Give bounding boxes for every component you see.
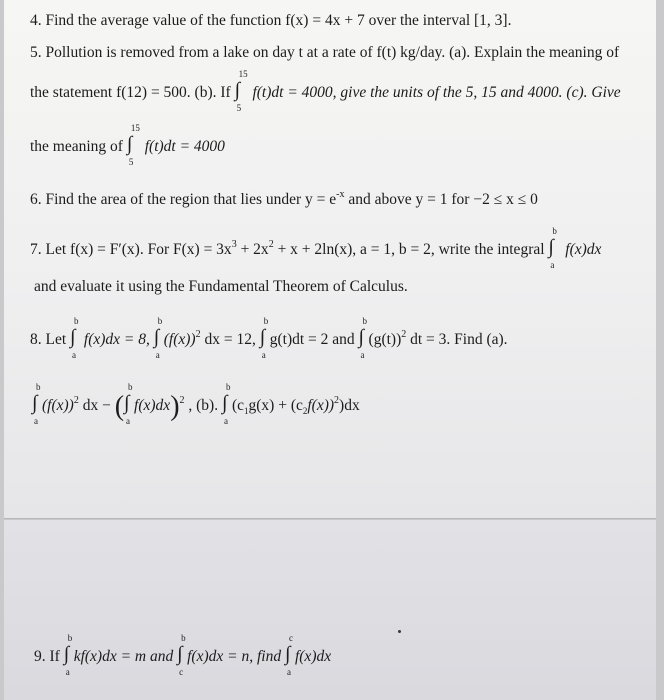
integral-upper-limit: b	[36, 382, 41, 393]
integral-lower-limit: a	[550, 260, 555, 271]
integral-sign: ∫ 15 5	[234, 69, 248, 114]
exponent: 2	[195, 329, 201, 340]
integral-body: f(x)dx	[294, 648, 332, 665]
problem-5-text-3: the meaning of	[30, 138, 123, 155]
part-a-inner: f(x)dx	[134, 397, 171, 414]
problem-5-line-1	[30, 44, 619, 62]
integral-sign: ∫ b a	[70, 316, 79, 361]
problem-8-let: 8. Let	[30, 331, 67, 348]
integral-tail: dt = 3. Find (a).	[406, 331, 508, 348]
integral-sign: ∫ b a	[124, 382, 133, 427]
part-b-mid: g(x) + (c	[248, 397, 303, 414]
right-paren: )	[170, 391, 180, 422]
subscript: 1	[244, 406, 249, 417]
problem-4	[30, 12, 511, 30]
part-b-tail: )dx	[339, 397, 360, 414]
integral-sign: ∫ b a	[358, 316, 368, 361]
problem-7-text-2: and evaluate it using the Fundamental Theorem of Calculus.	[34, 278, 408, 295]
worksheet-page-bottom	[4, 520, 656, 700]
exponent: 2	[334, 395, 340, 406]
integral-sign: ∫ 15 5	[126, 123, 140, 168]
integral-lower-limit: c	[179, 667, 184, 678]
integral-sign: ∫ b a	[221, 382, 231, 427]
worksheet-page-top	[4, 0, 656, 519]
exponent: 3	[231, 239, 237, 250]
integral-upper-limit: b	[263, 316, 269, 327]
integral-sign: ∫ b a	[548, 226, 557, 271]
problem-8-line-2	[32, 382, 360, 427]
integral-body: kf(x)dx = m and	[73, 648, 174, 665]
integral-sign: ∫ b c	[177, 633, 186, 678]
exponent: 2	[73, 395, 79, 406]
integral-upper-limit: b	[157, 316, 163, 327]
integral-sign: ∫ b a	[32, 382, 41, 427]
integral-lower-limit: a	[223, 416, 228, 427]
exponent: 2	[268, 239, 274, 250]
integral-body: f(x)dx = 8,	[83, 331, 150, 348]
problem-6	[30, 186, 538, 209]
integral-body: f(x)dx = n, find	[187, 648, 282, 665]
problem-7-line-2	[34, 278, 408, 296]
integral-lower-limit: 5	[236, 103, 242, 114]
integral-upper-limit: b	[225, 382, 231, 393]
part-b-body: (c	[231, 397, 245, 414]
integral-upper-limit: b	[67, 633, 73, 644]
integral-upper-limit: b	[74, 316, 79, 327]
problem-6-text-rest: and above y = 1 for −2 ≤ x ≤ 0	[344, 191, 538, 208]
integral-lower-limit: a	[34, 416, 38, 427]
integral-body: (g(t))	[368, 331, 402, 348]
integral-lower-limit: a	[155, 350, 160, 361]
integral-upper-limit: 15	[130, 123, 140, 134]
exponent: 2	[401, 329, 407, 340]
subscript: 2	[302, 406, 308, 417]
part-b-end: f(x))	[307, 397, 335, 414]
problem-5-text-1: 5. Pollution is removed from a lake on day t at a rate of f(t) kg/day. (a). Explain the meaning of	[30, 44, 620, 61]
integral-lower-limit: a	[286, 667, 291, 678]
integral-upper-limit: b	[181, 633, 186, 644]
integral-upper-limit: b	[128, 382, 133, 393]
problem-9-if: 9. If	[34, 648, 60, 665]
integral-upper-limit: b	[552, 226, 557, 237]
part-a-mid: dx −	[78, 397, 111, 414]
problem-4-text: 4. Find the average value of the function f(x) = 4x + 7 over the interval [1, 3].	[30, 12, 512, 29]
problem-5-line-3	[30, 123, 225, 168]
integral-upper-limit: b	[362, 316, 368, 327]
problem-5-text-2: the statement f(12) = 500. (b). If	[30, 84, 231, 101]
integral-upper-limit: 15	[238, 69, 248, 80]
problem-9	[34, 633, 332, 678]
integral-lower-limit: 5	[128, 157, 134, 168]
part-b-label: , (b).	[188, 397, 219, 414]
problem-5-line-2	[30, 69, 621, 114]
integral-body: f(t)dt = 4000	[144, 138, 225, 155]
exponent: 2	[179, 395, 185, 406]
integral-sign: ∫ c a	[284, 633, 293, 678]
problem-7-line-1	[30, 226, 602, 271]
part-a-body: (f(x))	[42, 397, 74, 414]
problem-7-text-b: + 2x	[236, 241, 269, 258]
integral-tail: dx = 12,	[200, 331, 256, 348]
problem-7-text-a: 7. Let f(x) = F′(x). For F(x) = 3x	[30, 241, 232, 258]
integral-sign: ∫ b a	[153, 316, 163, 361]
integral-lower-limit: a	[261, 350, 266, 361]
problem-7-text-c: + x + 2ln(x), a = 1, b = 2, write the integral	[273, 241, 545, 258]
problem-8-line-1	[30, 316, 508, 361]
integral-body: (f(x))	[163, 331, 196, 348]
integral-lower-limit: a	[72, 350, 77, 361]
integral-upper-limit: c	[288, 633, 293, 644]
exponent: -x	[336, 189, 345, 200]
problem-6-text: 6. Find the area of the region that lies under y = e	[30, 191, 337, 208]
integral-sign: ∫ b a	[259, 316, 269, 361]
integral-lower-limit: a	[126, 416, 131, 427]
stray-mark	[398, 630, 401, 633]
integral-body: g(t)dt = 2 and	[269, 331, 355, 348]
integral-sign: ∫ b a	[63, 633, 73, 678]
integral-body: f(x)dx	[565, 241, 602, 258]
integral-lower-limit: a	[360, 350, 365, 361]
integral-lower-limit: a	[65, 667, 70, 678]
left-paren: (	[114, 391, 125, 422]
integral-body: f(t)dt = 4000, give the units of the 5, 15 and 4000. (c). Give	[252, 84, 621, 101]
